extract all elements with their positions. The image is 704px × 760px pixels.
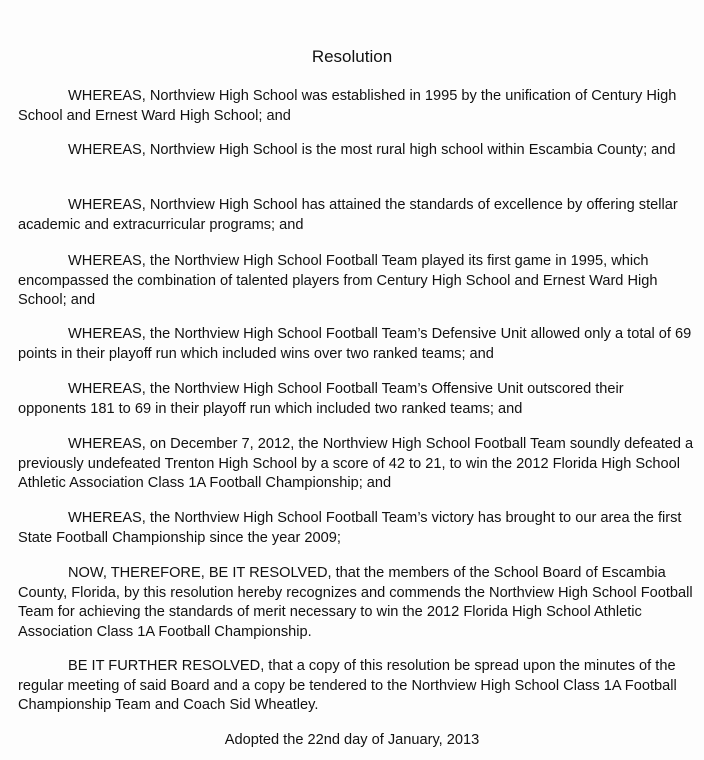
resolved-paragraph: NOW, THEREFORE, BE IT RESOLVED, that the members of the School Board of Escambia County, Florida, by this resolution hereby recognizes and commends the Northview High School Football Team for achieving the standards of merit necessary to win the 2012 Florida High School Athletic Association Class 1A Football Championship. bbox=[18, 565, 693, 640]
whereas-paragraph-victory: WHEREAS, the Northview High School Football Team’s victory has brought to our area the first State Football Championship since the year 2009; bbox=[18, 510, 682, 546]
adopted-date-line: Adopted the 22nd day of January, 2013 bbox=[224, 732, 480, 748]
whereas-paragraph-championship-game: WHEREAS, on December 7, 2012, the Northview High School Football Team soundly defeated a previously undefeated Trenton High School by a score of 42 to 21, to win the 2012 Florida High School Athletic Association Class 1A Football Championship; and bbox=[18, 436, 694, 491]
whereas-paragraph-first-game: WHEREAS, the Northview High School Football Team played its first game in 1995, which encompassed the combination of talented players from Century High School and Ernest Ward High School; and bbox=[18, 253, 658, 308]
whereas-paragraph-offensive-unit: WHEREAS, the Northview High School Football Team’s Offensive Unit outscored their opponents 181 to 69 in their playoff run which included two ranked teams; and bbox=[18, 381, 624, 417]
whereas-paragraph-defensive-unit: WHEREAS, the Northview High School Football Team’s Defensive Unit allowed only a total of 69 points in their playoff run which included wins over two ranked teams; and bbox=[18, 326, 692, 362]
whereas-paragraph-rural: WHEREAS, Northview High School is the most rural high school within Escambia County; and bbox=[68, 142, 676, 158]
whereas-paragraph-excellence: WHEREAS, Northview High School has attained the standards of excellence by offering stellar academic and extracurricular programs; and bbox=[18, 197, 678, 233]
further-resolved-paragraph: BE IT FURTHER RESOLVED, that a copy of this resolution be spread upon the minutes of the regular meeting of said Board and a copy be tendered to the Northview High School Class 1A Football Championship Team and Coach Sid Wheatley. bbox=[18, 658, 677, 713]
whereas-paragraph-established: WHEREAS, Northview High School was established in 1995 by the unification of Century High School and Ernest Ward High School; and bbox=[18, 88, 677, 124]
resolution-title: Resolution bbox=[311, 47, 393, 66]
